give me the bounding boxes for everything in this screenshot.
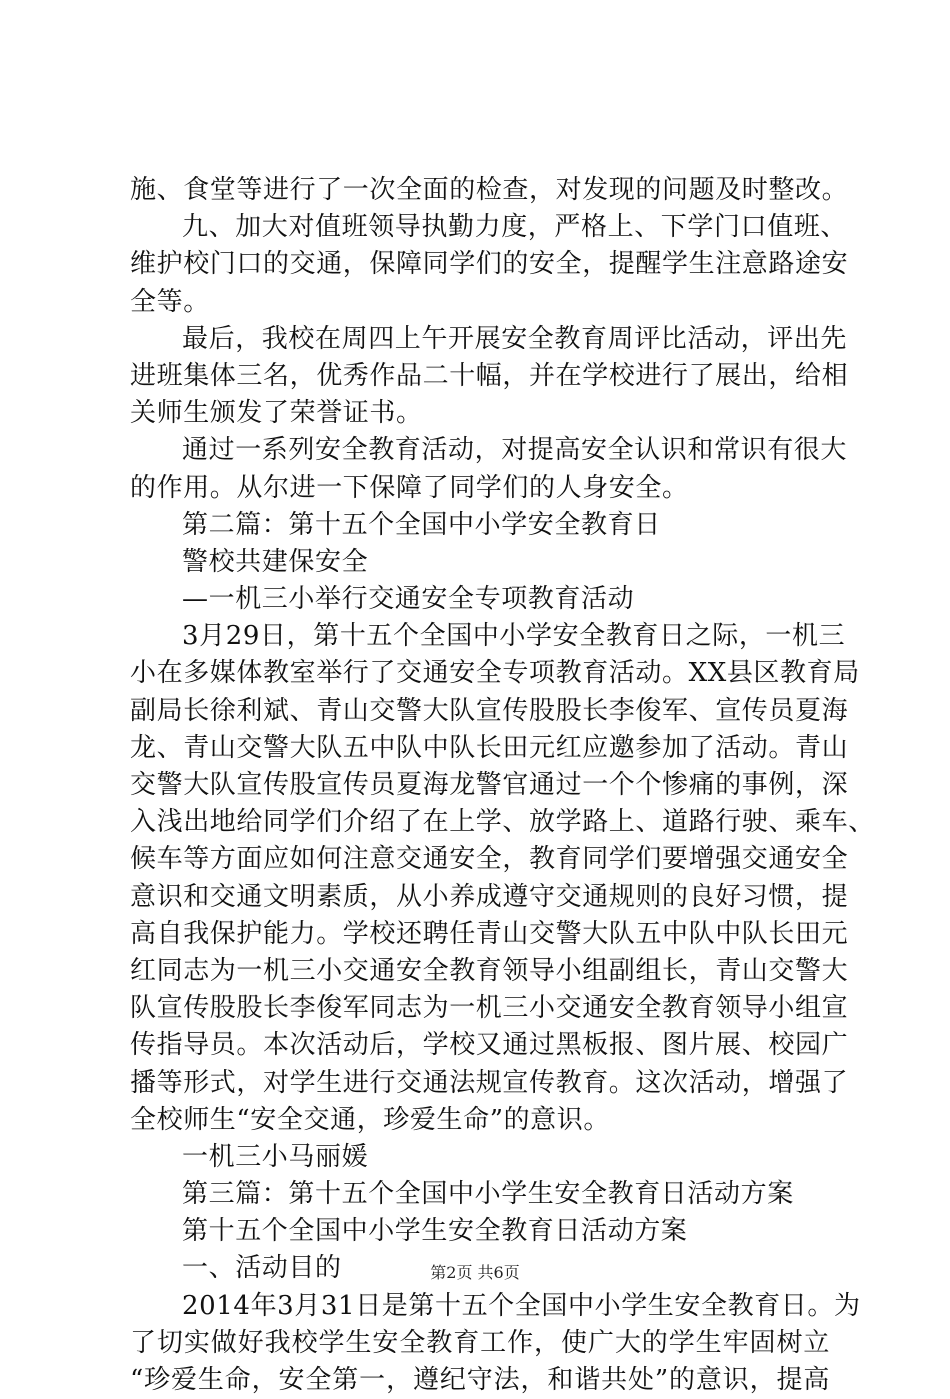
text-line: 了切实做好我校学生安全教育工作，使广大的学生牢固树立: [130, 1327, 830, 1358]
article-title: 第十五个全国中小学生安全教育日活动方案: [182, 1216, 688, 1247]
text-line: 2014年3月31日是第十五个全国中小学生安全教育日。为: [182, 1290, 861, 1321]
text-line: 候车等方面应如何注意交通安全，教育同学们要增强交通安全: [130, 844, 849, 875]
text-line: 队宣传股股长李俊军同志为一机三小交通安全教育领导小组宣: [130, 993, 849, 1024]
text-line: 通过一系列安全教育活动，对提高安全认识和常识有很大: [182, 435, 848, 466]
text-line: 交警大队宣传股宣传员夏海龙警官通过一个个惨痛的事例，深: [130, 770, 849, 800]
text-line: 施、食堂等进行了一次全面的检查，对发现的问题及时整改。: [130, 175, 849, 205]
text-line: 意识和交通文明素质，从小养成遵守交通规则的良好习惯，提: [130, 881, 849, 912]
text-line: 高自我保护能力。学校还聘任青山交警大队五中队中队长田元: [130, 918, 849, 949]
page-number-footer: 第2页 共6页: [430, 1263, 520, 1282]
author-line: 一机三小马丽媛: [182, 1141, 369, 1172]
text-line: 的作用。从尔进一下保障了同学们的人身安全。: [130, 472, 689, 503]
text-line: 全校师生“安全交通，珍爱生命”的意识。: [130, 1104, 610, 1135]
text-line: 副局长徐利斌、青山交警大队宣传股股长李俊军、宣传员夏海: [130, 695, 849, 726]
article-subtitle: —一机三小举行交通安全专项教育活动: [182, 584, 635, 615]
text-line: 维护校门口的交通，保障同学们的安全，提醒学生注意路途安: [130, 249, 849, 280]
text-line: 播等形式，对学生进行交通法规宣传教育。这次活动，增强了: [130, 1067, 849, 1098]
text-line: 九、加大对值班领导执勤力度，严格上、下学门口值班、: [182, 212, 848, 243]
text-line: 传指导员。本次活动后，学校又通过黑板报、图片展、校园广: [130, 1030, 849, 1061]
text-line: 全等。: [130, 286, 210, 317]
text-line: 最后，我校在周四上午开展安全教育周评比活动，评出先: [182, 323, 848, 354]
text-line: “珍爱生命，安全第一，遵纪守法，和谐共处”的意识，提高: [130, 1365, 830, 1395]
text-line: 入浅出地给同学们介绍了在上学、放学路上、道路行驶、乘车、: [130, 807, 875, 838]
text-line: 3月29日，第十五个全国中小学安全教育日之际，一机三: [182, 621, 846, 652]
text-line: 进班集体三名，优秀作品二十幅，并在学校进行了展出，给相: [130, 360, 849, 391]
article-title: 警校共建保安全: [182, 546, 369, 577]
text-line: 红同志为一机三小交通安全教育领导小组副组长，青山交警大: [130, 955, 849, 986]
document-body: [130, 172, 875, 1399]
section-heading: 第三篇：第十五个全国中小学生安全教育日活动方案: [182, 1179, 794, 1210]
text-line: 小在多媒体教室举行了交通安全专项教育活动。XX县区教育局: [130, 658, 860, 689]
text-line: 关师生颁发了荣誉证书。: [130, 398, 423, 429]
subsection-heading: 一、活动目的: [182, 1253, 342, 1284]
section-heading: 第二篇：第十五个全国中小学安全教育日: [182, 509, 661, 540]
text-line: 龙、青山交警大队五中队中队长田元红应邀参加了活动。青山: [130, 732, 849, 763]
